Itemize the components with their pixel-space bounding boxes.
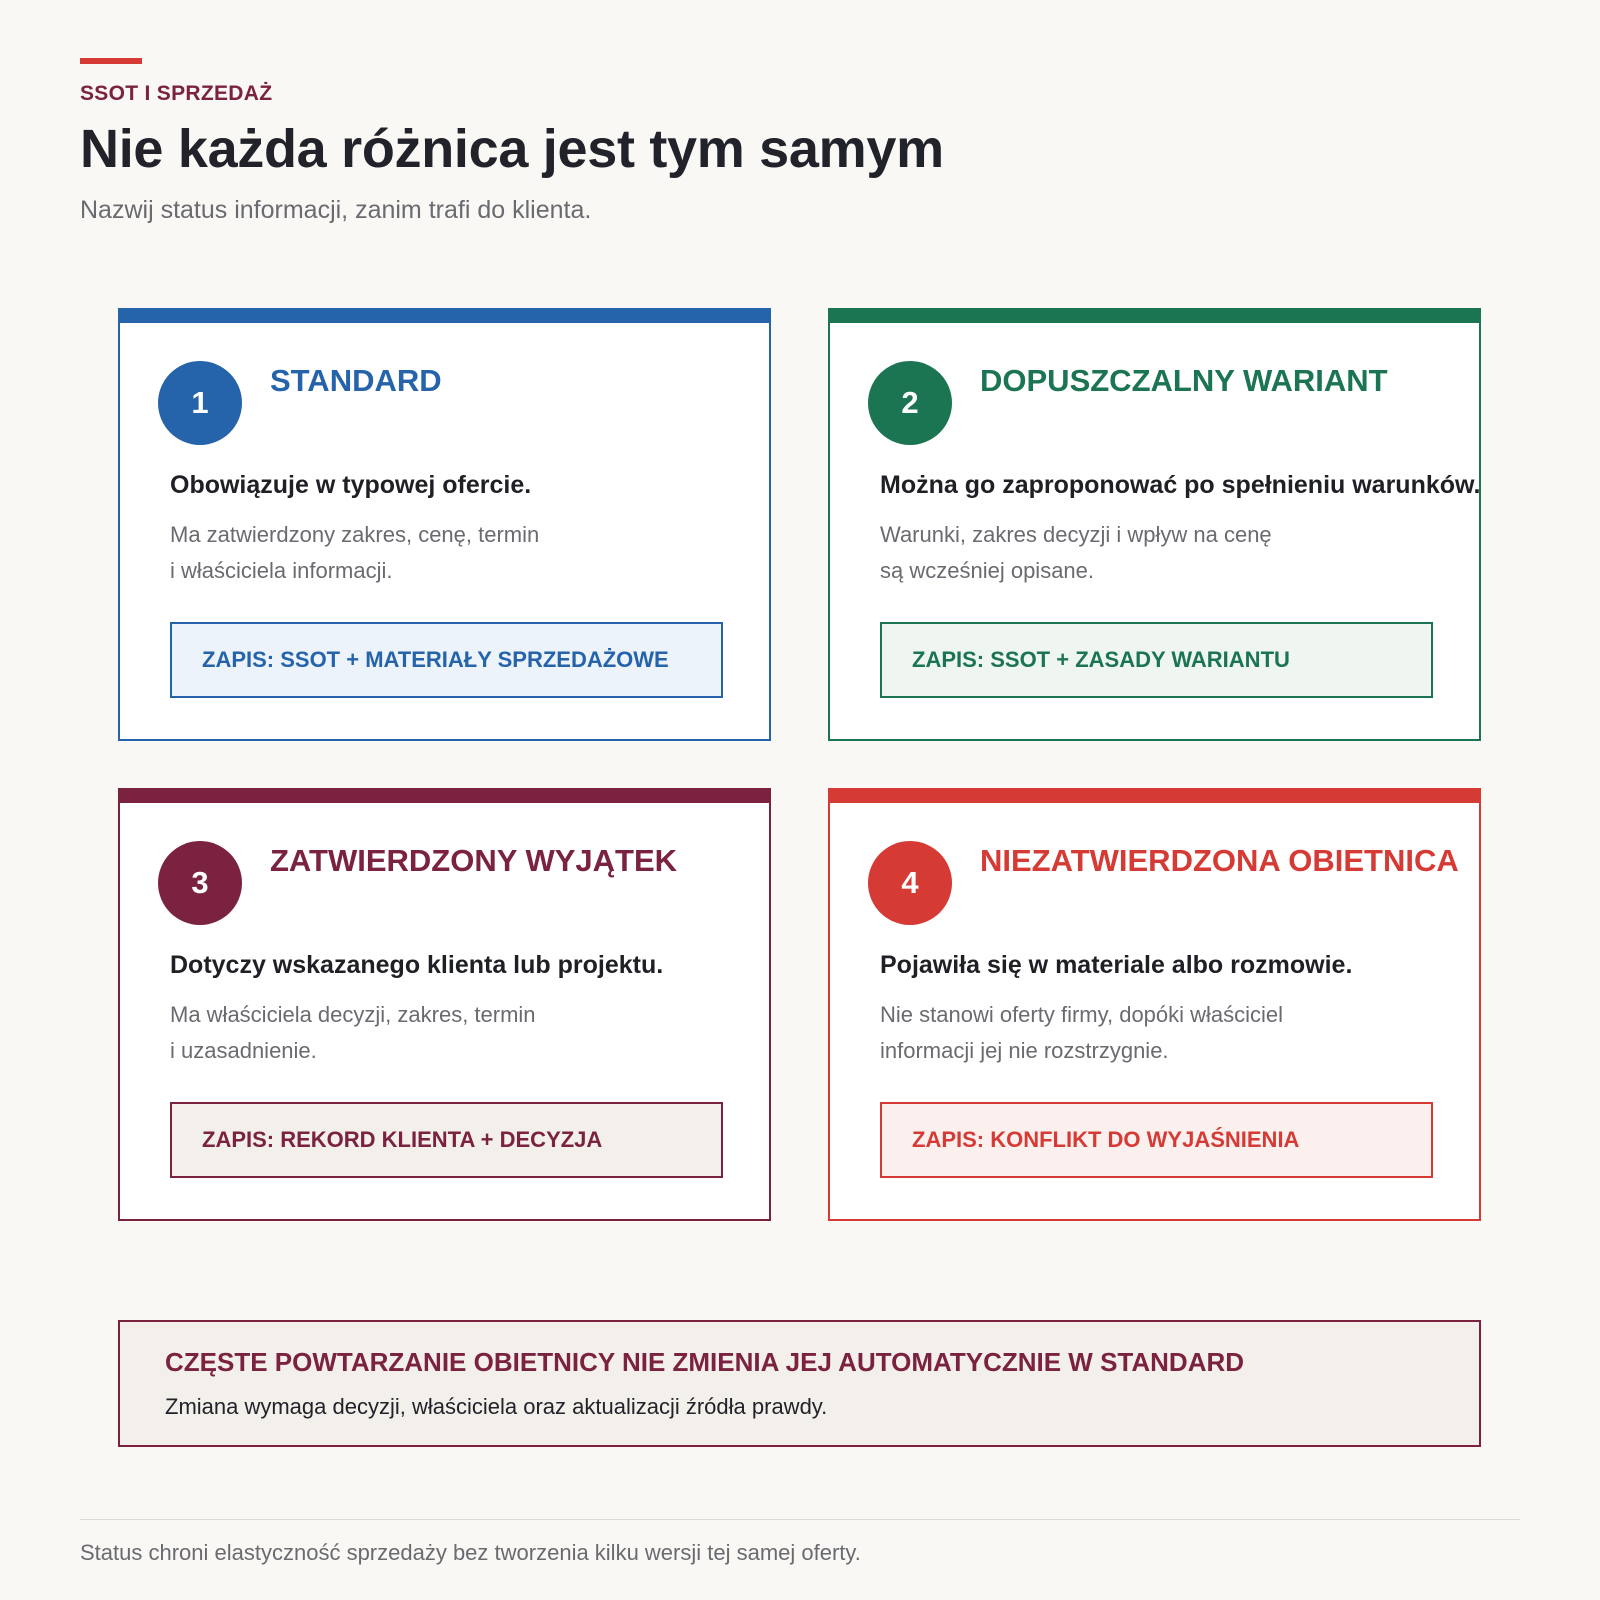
card-description-line: i właściciela informacji. xyxy=(170,558,393,583)
page-subtitle: Nazwij status informacji, zanim trafi do klienta. xyxy=(80,196,592,224)
callout-title: CZĘSTE POWTARZANIE OBIETNICY NIE ZMIENIA JEJ AUTOMATYCZNIE W STANDARD xyxy=(165,1347,1245,1377)
number-badge: 3 xyxy=(158,841,242,925)
card-description xyxy=(170,517,590,589)
card-lead: Dotyczy wskazanego klienta lub projektu. xyxy=(170,951,664,979)
page-title: Nie każda różnica jest tym samym xyxy=(80,119,944,179)
card-description-line: informacji jej nie rozstrzygnie. xyxy=(880,1038,1169,1063)
card-title: NIEZATWIERDZONA OBIETNICA xyxy=(980,843,1459,878)
callout-box xyxy=(118,1320,1481,1447)
card-title: STANDARD xyxy=(270,363,442,398)
record-label: ZAPIS: SSOT + ZASADY WARIANTU xyxy=(880,622,1433,698)
record-label: ZAPIS: KONFLIKT DO WYJAŚNIENIA xyxy=(880,1102,1433,1178)
record-label: ZAPIS: REKORD KLIENTA + DECYZJA xyxy=(170,1102,723,1178)
eyebrow-label: SSOT I SPRZEDAŻ xyxy=(80,82,273,105)
card-standard xyxy=(118,308,771,741)
card-title: ZATWIERDZONY WYJĄTEK xyxy=(270,843,678,878)
card-description xyxy=(880,517,1300,589)
card-lead: Można go zaproponować po spełnieniu warunków. xyxy=(880,471,1481,499)
card-description-line: i uzasadnienie. xyxy=(170,1038,317,1063)
card-allowed-variant xyxy=(828,308,1481,741)
number-badge: 2 xyxy=(868,361,952,445)
card-description-line: Warunki, zakres decyzji i wpływ na cenę xyxy=(880,522,1272,547)
card-description-line: są wcześniej opisane. xyxy=(880,558,1095,583)
card-lead: Pojawiła się w materiale albo rozmowie. xyxy=(880,951,1353,979)
card-description-line: Nie stanowi oferty firmy, dopóki właściciel xyxy=(880,1002,1284,1027)
card-lead: Obowiązuje w typowej ofercie. xyxy=(170,471,532,499)
number-badge: 1 xyxy=(158,361,242,445)
card-approved-exception xyxy=(118,788,771,1221)
card-title: DOPUSZCZALNY WARIANT xyxy=(980,363,1388,398)
card-unapproved-promise xyxy=(828,788,1481,1221)
callout-text: Zmiana wymaga decyzji, właściciela oraz aktualizacji źródła prawdy. xyxy=(165,1394,828,1419)
card-description xyxy=(170,997,590,1069)
record-label: ZAPIS: SSOT + MATERIAŁY SPRZEDAŻOWE xyxy=(170,622,723,698)
card-description xyxy=(880,997,1300,1069)
number-badge: 4 xyxy=(868,841,952,925)
footer-note: Status chroni elastyczność sprzedaży bez tworzenia kilku wersji tej samej oferty. xyxy=(80,1540,861,1565)
card-description-line: Ma właściciela decyzji, zakres, termin xyxy=(170,1002,536,1027)
footer-divider xyxy=(80,1519,1520,1520)
card-description-line: Ma zatwierdzony zakres, cenę, termin xyxy=(170,522,540,547)
accent-bar xyxy=(80,58,142,64)
